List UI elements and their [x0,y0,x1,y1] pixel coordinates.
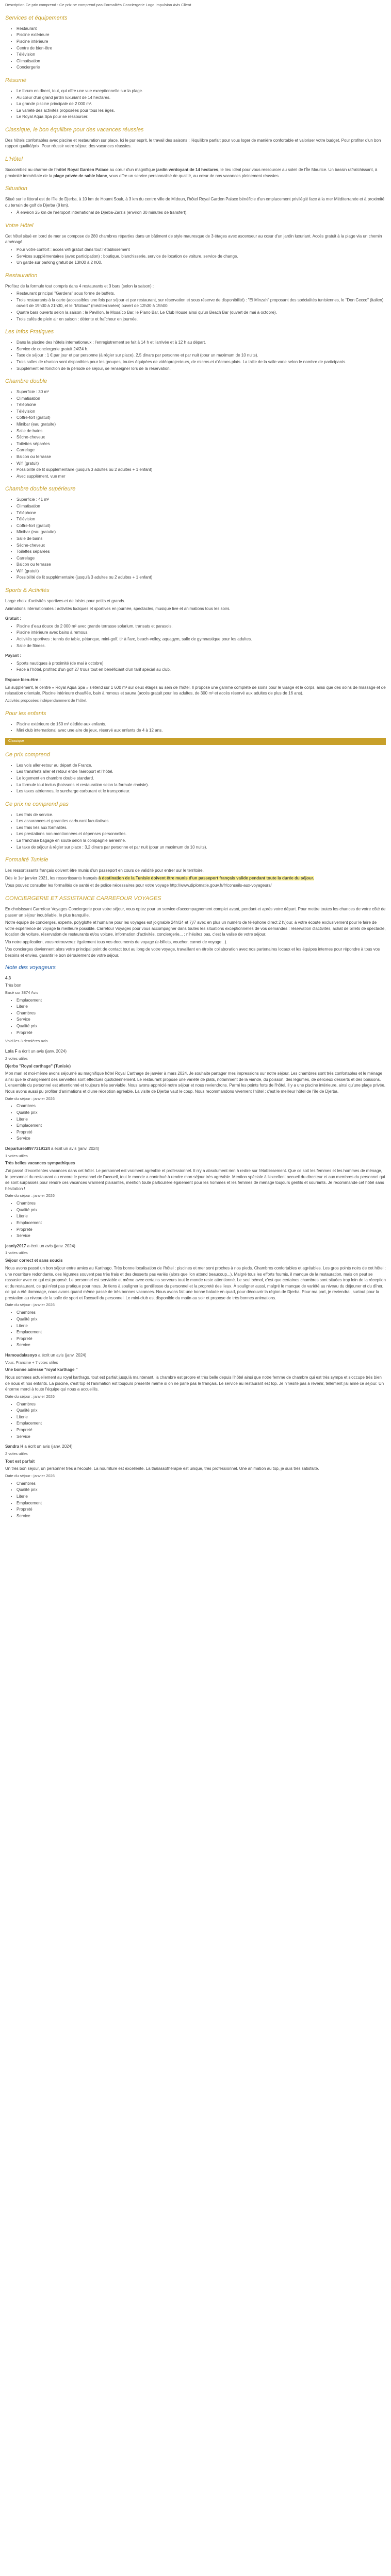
hotel-text-e: , le lieu idéal pour vous ressourcer au soleil de l'Île Maurice. Un bassin rafraîchissant, à proximité immédiate de la [5,167,378,178]
list-item: • Trois salles de réunion sont disponibles pour les groupes, toutes équipées de vidéoprojecteurs, de micros et d'écrans plats. La taille de la salle varie selon le nombre de participants. [17,359,386,365]
list-item: • Les prestations non mentionnées et dépenses personnelles. [17,831,386,837]
spa-text: En supplément, le centre « Royal Aqua Spa » s'étend sur 1 600 m² sur deux étages au sein de l'hôtel. Il propose une gamme complète de soins pour le visage et le corps, ainsi que des soins de massage et de relaxation orientale. Piscine intérieure chauffée, bain à remous et sauna (accès gratuit pour les adultes, de 300 m² et accès réservé aux adultes de plus de 16 ans). [5,685,386,696]
classique-tab[interactable]: Classique [5,738,386,745]
list-item: • Trois cafés de plein air en saison : détente et fraîcheur en journée. [17,316,386,323]
criteria-item: • Qualité prix [17,1023,386,1029]
hotel-text-a: Succombez au charme de [5,167,55,172]
list-item: • Les vols aller-retour au départ de France. [17,762,386,769]
list-item: • La grande piscine principale de 2 000 m². [17,101,386,107]
spa-label: Espace bien-être : [5,677,41,682]
prix-comprend-list [5,762,386,794]
list-item: • Carrelage [17,555,386,562]
criteria-item: • Qualité prix [17,1316,386,1323]
list-item: • Face à l'hôtel, profitez d'un golf 27 trous tout en bénéficiant d'un tarif spécial au club. [17,667,386,673]
criteria-item: • Propreté [17,1506,386,1513]
list-item: • Les taxes aériennes, le surcharge carburant et le transporteur. [17,788,386,794]
list-item: • Sèche-cheveux [17,543,386,549]
review-stay-date: Date du séjour : janvier 2026 [5,1096,55,1101]
review-author-line [5,1444,386,1450]
enfants-title: Pour les enfants [5,710,46,717]
criteria-item: • Literie [17,1494,386,1500]
criteria-item: • Literie [17,1414,386,1420]
votre-hotel-text: Cet hôtel situé en bord de mer se compose de 280 chambres réparties dans un bâtiment de style mauresque de 3 étages avec ascenseur au cœur d'un jardin luxuriant. Accès gratuit à la plage via un chemin aménagé. [5,233,382,245]
criteria-item: • Propreté [17,1427,386,1433]
list-item: • Piscine extérieure de 150 m² dédiée aux enfants. [17,721,386,727]
criteria-item: • Chambres [17,1310,386,1316]
criteria-item: • Literie [17,1116,386,1123]
reviews-score: 4,3 [5,975,11,980]
list-item: • Superficie : 30 m² [17,389,386,395]
criteria-item: • Propreté [17,1129,386,1136]
list-item: • Quatre bars ouverts selon la saison : le Pavillon, le Mosaïco Bar, le Piano Bar, Le Club House ainsi qu'un Beach Bar (ouvert de mai à octobre). [17,310,386,316]
list-item: • Le forum en direct, tout, qui offre une vue exceptionnelle sur la plage. [17,88,386,94]
list-item: • Sports nautiques à proximité (de mai à octobre) [17,660,386,667]
resume-list [5,88,386,120]
criteria-item: • Literie [17,1323,386,1329]
review-title: Tout est parfait [5,1459,35,1464]
review-text: Mon mari et moi-même avons séjourné au magnifique hôtel Royal Carthage de janvier à mars 2024. Je souhaite partager mes impressions sur notre séjour. Les chambres sont très confortables et le ménage ainsi que le changement des serviettes sont effectués quotidiennement. Le restaurant propose une variété de plats, notamment de la viande, du poisson, des légumes, de délicieux desserts et des boissons. L'ensemble du personnel est attentionné et toujours très serviable. Nous avons apprécié notre séjour et nous reviendrons. Parmi les points forts de l'hôtel, il y a une piscine intérieure, ainsi qu'une plage privée. Nous avons aussi pu profiter d'animations et d'une réception agréable. La visite de Djerba vaut le coup. Nous recommandons vivement l'hôtel ; c'est le meilleur hôtel de l'île de Djerba. [5,1071,386,1094]
list-item: • La formule tout inclus (boissons et restauration selon la formule choisie). [17,782,386,788]
criteria-item: • Propreté [17,1227,386,1233]
hotel-title: L'Hôtel [5,156,23,162]
review-author-line [5,1048,386,1055]
review-author: Sandra H [5,1444,24,1449]
list-item: • Activités sportives : tennis de table, pétanque, mini-golf, tir à l'arc, beach-volley, aquagym, salle de gymnastique pour les adultes. [17,636,386,642]
formalites-text-3: Vous pouvez consulter les formalités de santé et de police nécessaires pour votre voyage http://www.diplomatie.gouv.fr/fr/conseils-aux-voyageurs/ [5,883,272,888]
hotel-text-c: au cœur d'un magnifique [108,167,156,172]
review-card [5,1444,386,1519]
chambre-sup-list [5,497,386,581]
conciergerie-p4: Vos concierges deviennent alors votre principal point de contact tout au long de votre voyage, travaillant en étroite collaboration avec nos partenaires locaux et les équipes internes pour répondre à tous vos besoins et envies, garantir le bon déroulement de votre séjour. [5,947,380,958]
hotel-beach: plage privée de sable blanc [53,173,107,178]
infos-title: Les Infos Pratiques [5,329,54,335]
list-item: • Le Royal Aqua Spa pour se ressourcer. [17,114,386,120]
gratuit-list [5,623,386,649]
list-item: • Balcon ou terrasse [17,562,386,568]
restauration-title: Restauration [5,272,38,279]
list-item: • Salle de bains [17,428,386,434]
review-date: a écrit un avis (janv. 2024) [38,1352,87,1358]
formalites-text [5,868,386,874]
list-item: • Taxe de séjour : 1 € par jour et par personne (à régler sur place). 2,5 dinars par personne et par nuit (pour un maximum de 10 nuits). [17,352,386,359]
criteria-item: • Service [17,1513,386,1519]
review-card [5,1048,386,1142]
list-item: • Avec supplément, vue mer [17,473,386,480]
review-title: Très belles vacances sympathiques [5,1161,75,1166]
classique-title: Classique, le bon équilibre pour des vacances réussies [5,126,144,133]
review-title: Une bonne adresse "royal karthage " [5,1367,78,1372]
list-item: • Les transferts aller et retour entre l'aéroport et l'hôtel. [17,769,386,775]
conciergerie-title: CONCIERGERIE ET ASSISTANCE CARREFOUR VOYAGES [5,895,161,902]
list-item: • À environ 25 km de l'aéroport international de Djerba-Zarzis (environ 30 minutes de transfert). [17,210,386,216]
formalites-title: Formalité Tunisie [5,857,48,863]
list-item: • Climatisation [17,58,386,64]
review-card [5,1243,386,1348]
list-item: • Possibilité de lit supplémentaire (jusqu'à 3 adultes ou 2 adultes + 1 enfant) [17,467,386,473]
list-item: • La taxe de séjour à régler sur place : 3,2 dinars par personne et par nuit (pour un maximum de 10 nuits). [17,844,386,851]
list-item: • Sèche-cheveux [17,434,386,440]
criteria-item: • Literie [17,1213,386,1219]
review-text: Nous sommes actuellement au royal karthago, tout est parfait jusqu'à maintenant, la chambre est propre et très belle depuis l'hôtel ainsi que notre femme de chambre qui est très sympa et s'occupe très bien de nous et nos enfants. La piscine, c'est top et l'animation est toujours présente même si on ne parle pas le français. Le service au restaurant est top. Je n'hésite pas à revenir, tellement j'ai aimé ce séjour. Un énorme merci à toute l'équipe qui nous a accueillis. [5,1375,384,1392]
criteria-item: • Emplacement [17,997,386,1004]
reviews-score-label: Très bon [5,983,22,988]
restauration-text: Profitez de la formule tout compris dans 4 restaurants et 3 bars (selon la saison) : [5,283,154,289]
reviews-based-on: Basé sur 3874 Avis [5,990,39,995]
review-meta: 1 votes utiles [5,1250,28,1256]
hotel-text [5,167,386,179]
sports-text: Large choix d'activités sportives et de loisirs pour petits et grands. [5,599,125,603]
list-item: • Minibar (eau gratuite) [17,529,386,535]
list-item: • Mini club international avec une aire de jeux, réservé aux enfants de 4 à 12 ans. [17,727,386,734]
list-item: • Minibar (eau gratuite) [17,421,386,428]
list-item: • Téléphone [17,510,386,516]
votre-hotel-list [5,247,386,266]
review-criteria [5,1200,386,1239]
criteria-item: • Qualité prix [17,1110,386,1116]
chambre-double-list [5,389,386,479]
list-item: • Centre de bien-être [17,45,386,52]
review-author-line [5,1352,386,1359]
criteria-item: • Propreté [17,1030,386,1036]
list-item: • Au cœur d'un grand jardin luxuriant de 14 hectares. [17,95,386,101]
list-item: • Balcon ou terrasse [17,454,386,460]
hotel-text-g: , vous offre un service personnalisé de qualité, au cœur de nos vacances pleinement réussies. [107,173,280,178]
review-author: Hamoudalasoyo [5,1352,37,1358]
review-title: Djerba "Royal carthage" (Tunisie) [5,1063,71,1069]
criteria-item: • Propreté [17,1336,386,1342]
criteria-item: • Emplacement [17,1329,386,1335]
criteria-item: • Chambres [17,1010,386,1016]
conciergerie-p2: Notre équipe de concierges, experte, polyglotte et humaine pour les voyages est joignable 24h/24 et 7j/7 avec en plus un numéro de téléphone direct 2 h/jour, à votre écoute exclusivement pour le faire de votre expérience de voyage la meilleure possible. Carrefour Voyages pour vous accompagner dans toutes les situations exceptionnelles de vos demandes : réservation d'activités, achat de billets de spectacle, location de voiture, réservation de restaurants et/ou voiture, information d'activités, conciergerie... ; n'hésitez pas, c'est la valise de votre séjour. [5,920,386,937]
list-item: • Salle de bains [17,536,386,542]
list-item: • Salle de fitness. [17,643,386,649]
review-stay-date: Date du séjour : janvier 2026 [5,1193,55,1198]
list-item: • Télévision [17,52,386,58]
sports-title: Sports & Activités [5,587,50,594]
review-text: Nous avons passé un bon séjour entre amies au Karthago. Très bonne localisation de l'hôtel : piscines et mer sont proches à nos pieds. Chambres confortables et agréables. Les gros points noirs de cet hôtel : une nourriture redondante, des légumes souvent pas très frais et des desserts pas variés (alors que l'on attend beaucoup...). Malgré tous les efforts fournis, il manque de la restauration, mais on peut se rassasier avec ce qui est proposé. Le personnel est serviable et même avec certains serveurs tout le monde reste attentionné. Le seul bémol, c'est que certaines chambres sont situées trop loin de la réception et du restaurant, ce qui n'est pas pratique pour nous. Je tiens à souligner la gentillesse du personnel et la propreté des lieux. À souligner aussi, malgré le manque de variété au niveau du déjeuner et du dîner, ce qui a été dommage, nous avons quand même passé de très bonnes vacances. Nous avons fait une bonne balade en quad, pour découvrir la région de Djerba. Pour ma part, je reviendrai, surtout pour la prestation au niveau de la salle de sport et l'accueil du personnel. Le mini-club est disponible du matin au soir et propose de très bonnes animations. [5,1265,386,1300]
review-stay-date: Date du séjour : janvier 2026 [5,1473,55,1478]
list-item: • Coffre-fort (gratuit) [17,415,386,421]
list-item: • Piscine d'eau douce de 2 000 m² avec grande terrasse solarium, transats et parasols. [17,623,386,630]
review-meta: 1 votes utiles [5,1153,28,1158]
enfants-list [5,721,386,734]
prix-comprend-title: Ce prix comprend [5,751,50,758]
review-stay-date: Date du séjour : janvier 2026 [5,1394,55,1399]
list-item: • La variété des activités proposées pour tous les âges. [17,108,386,114]
conciergerie-p3: Via notre application, vous retrouverez également tous vos documents de voyage (e-billets, voucher, carnet de voyage...). [5,939,227,944]
formalites-text-2a: Dès le 1er janvier 2021, les ressortissants français [5,875,99,880]
criteria-item: • Qualité prix [17,1207,386,1213]
review-stay-date: Date du séjour : janvier 2026 [5,1302,55,1308]
list-item: • Possibilité de lit supplémentaire (jusqu'à 3 adultes ou 2 adultes + 1 enfant) [17,574,386,581]
payant-label: Payant : [5,653,22,658]
criteria-item: • Chambres [17,1200,386,1207]
criteria-item: • Emplacement [17,1500,386,1506]
review-author: Departure58977319124 [5,1146,50,1151]
review-date: a écrit un avis (janv. 2024) [24,1444,73,1449]
list-item: • Les frais liés aux formalités. [17,825,386,831]
hotel-name: l'hôtel Royal Garden Palace [54,167,109,172]
list-item: • Télévision [17,409,386,415]
formalites-text-2 [5,875,386,882]
criteria-item: • Service [17,1136,386,1142]
list-item: • Supplément en fonction de la période de séjour, se renseigner lors de la réservation. [17,366,386,372]
review-author: jeanly2017 [5,1243,26,1248]
formalites-highlight: à destination de la Tunisie doivent être munis d'un passeport français valide pendant toute la durée du séjour. [98,875,314,880]
review-date: a écrit un avis (janv. 2024) [27,1243,75,1248]
list-item: • Wifi (gratuit) [17,568,386,574]
list-item: • Superficie : 41 m² [17,497,386,503]
infos-list [5,340,386,371]
list-item: • La franchise bagage en soute selon la compagnie aérienne. [17,838,386,844]
list-item: • Dans la piscine des hôtels internationaux : l'enregistrement se fait à 14 h et l'arrivée et à 12 h au départ. [17,340,386,346]
reviews-section [5,964,386,1519]
list-item: • Coffre-fort (gratuit) [17,523,386,529]
review-author: Lola F [5,1049,18,1054]
criteria-item: • Literie [17,1004,386,1010]
review-text: J'ai passé d'excellentes vacances dans cet hôtel. Le personnel est vraiment agréable et professionnel. Il n'y a absolument rien à redire sur l'établissement. Que ce soit les femmes et les hommes de ménage, le personnel du restaurant ou encore le personnel de l'accueil, tout le monde a contribué à rendre mon séjour très agréable. Mention spéciale à l'excellent accueil du directeur et aux membres du personnel qui se sont surpassés pour rendre ces vacances vraiment plaisantes, mention toute particulière également pour les hommes et les femmes de ménage toujours gentils et souriants. Je recommande cet hôtel sans hésitation ! [5,1168,385,1191]
list-item: • Piscine intérieure [17,39,386,45]
criteria-item: • Service [17,1016,386,1023]
services-title: Services et équipements [5,14,68,21]
list-item: • Trois restaurants à la carte (accessibles une fois par séjour et par restaurant, sur réservation et sous réserve de disponibilité) : "El Minzah" proposant des spécialités tunisiennes, le "Don Cecco" (italien) ouvert de 19h30 à 21h30, et le "Mizbaa" (méditerranéen) ouvert de 12h30 à 15h00. [17,297,386,309]
criteria-item: • Service [17,1233,386,1239]
prix-ne-comprend-title: Ce prix ne comprend pas [5,801,69,807]
review-author-line [5,1146,386,1152]
services-list [5,26,386,71]
review-criteria [5,1401,386,1440]
list-item: • Restaurant [17,26,386,32]
list-item: • Piscine extérieure [17,32,386,38]
list-item: • Télévision [17,516,386,522]
criteria-item: • Qualité prix [17,1487,386,1493]
review-date: a écrit un avis (janv. 2024) [18,1049,67,1054]
chambre-double-title: Chambre double [5,378,47,385]
sports-p2: Animations internationales : activités ludiques et sportives en journée, spectacles, musique live et animations tous les soirs. [5,606,231,611]
resume-title: Résumé [5,77,26,83]
review-criteria [5,1103,386,1142]
review-meta: Vous, Francine + 7 votes utiles [5,1360,58,1365]
votre-hotel-title: Votre Hôtel [5,222,34,229]
list-item: • Service de conciergerie gratuit 24/24 h. [17,346,386,352]
payant-list [5,660,386,673]
criteria-item: • Service [17,1434,386,1440]
conciergerie-p1: En choisissant Carrefour Voyages Conciergerie pour votre séjour, vous optez pour un service d'accompagnement complet avant, pendant et après votre départ. Pour mettre toutes les chances de votre côté de passer un séjour inoubliable, le plus tranquille. [5,906,386,918]
activities-note: Activités proposées indépendamment de l'hôtel. [5,698,88,703]
review-card [5,1146,386,1239]
list-item: • Les assurances et garanties carburant facultatives. [17,818,386,824]
situation-text: Situé sur le littoral est de l'île de Djerba, à 10 km de Houmt Souk, à 3 km du centre ville de Midoun, l'hôtel Royal Garden Palace bénéficie d'un emplacement privilégié face à la mer Méditerranée et à proximité du terrain de golf de Djerba (8 km). [5,197,385,208]
criteria-item: • Service [17,1342,386,1348]
list-item: • Wifi (gratuit) [17,461,386,467]
list-item: • Conciergerie [17,64,386,71]
situation-title: Situation [5,185,27,192]
list-item: • Services supplémentaires (avec participation) : boutique, blanchisserie, service de location de voiture, service de change. [17,253,386,260]
list-item: • Climatisation [17,396,386,402]
restauration-list [5,291,386,322]
review-date: a écrit un avis (janv. 2024) [51,1146,100,1151]
review-meta: 2 votes utiles [5,1056,28,1061]
list-item: • Pour votre confort : accès wifi gratuit dans tout l'établissement [17,247,386,253]
hotel-garden: jardin verdoyant de 14 hectares [156,167,218,172]
review-title: Séjour correct et sans soucis [5,1258,63,1263]
review-criteria [5,1481,386,1519]
classique-text: Des hôtels confortables avec piscine et restauration sur place. Ici le pur esprit, le travail des saisons ; l'équilibre parfait pour vous loger de manière confortable et valoriser votre budget. Pour profiter d'un bon rapport qualité/prix. Pour réussir votre séjour, des vacances réussies. [5,138,381,149]
criteria-item: • Chambres [17,1481,386,1487]
criteria-item: • Emplacement [17,1420,386,1427]
top-description: Description Ce prix comprend : Ce prix ne comprend pas Formalités Conciergerie Logo Impulsion Avis Client [5,3,191,7]
formalites-text-1: Les ressortissants français doivent être munis d'un passeport en cours de validité pour entrer sur le territoire. [5,868,204,873]
list-item: • Le logement en chambre double standard. [17,775,386,782]
reviews-count: Voici les 3 dernières avis [5,1039,48,1044]
list-item: • Toilettes séparées [17,441,386,447]
criteria-item: • Emplacement [17,1123,386,1129]
situation-list [5,210,386,216]
list-item: • Carrelage [17,447,386,453]
list-item: • Piscine intérieure avec bains à remous. [17,630,386,636]
list-item: • Les frais de service. [17,812,386,818]
list-item: • Un garde sur parking gratuit de 13h00 à 2 h00. [17,260,386,266]
gratuit-label: Gratuit : [5,616,22,621]
review-meta: 2 votes utiles [5,1451,28,1456]
criteria-item: • Emplacement [17,1220,386,1226]
list-item: • Téléphone [17,402,386,408]
review-author-line [5,1243,386,1249]
criteria-item: • Qualité prix [17,1408,386,1414]
list-item: • Toilettes séparées [17,549,386,555]
list-item: • Restaurant principal "Gardens" sous forme de buffets. [17,291,386,297]
review-card [5,1352,386,1439]
review-text: Un très bon séjour, un personnel très à l'écoute. La nourriture est excellente. La thalassothérapie est unique, très professionnel. Une animation au top, je suis très satisfaite. [5,1466,319,1471]
criteria-item: • Chambres [17,1401,386,1408]
chambre-sup-title: Chambre double supérieure [5,486,76,493]
review-criteria [5,1310,386,1348]
reviews-criteria [5,997,386,1036]
list-item: • Climatisation [17,503,386,510]
prix-ne-comprend-list [5,812,386,851]
criteria-item: • Chambres [17,1103,386,1109]
reviews-title: Note des voyageurs [5,964,56,971]
